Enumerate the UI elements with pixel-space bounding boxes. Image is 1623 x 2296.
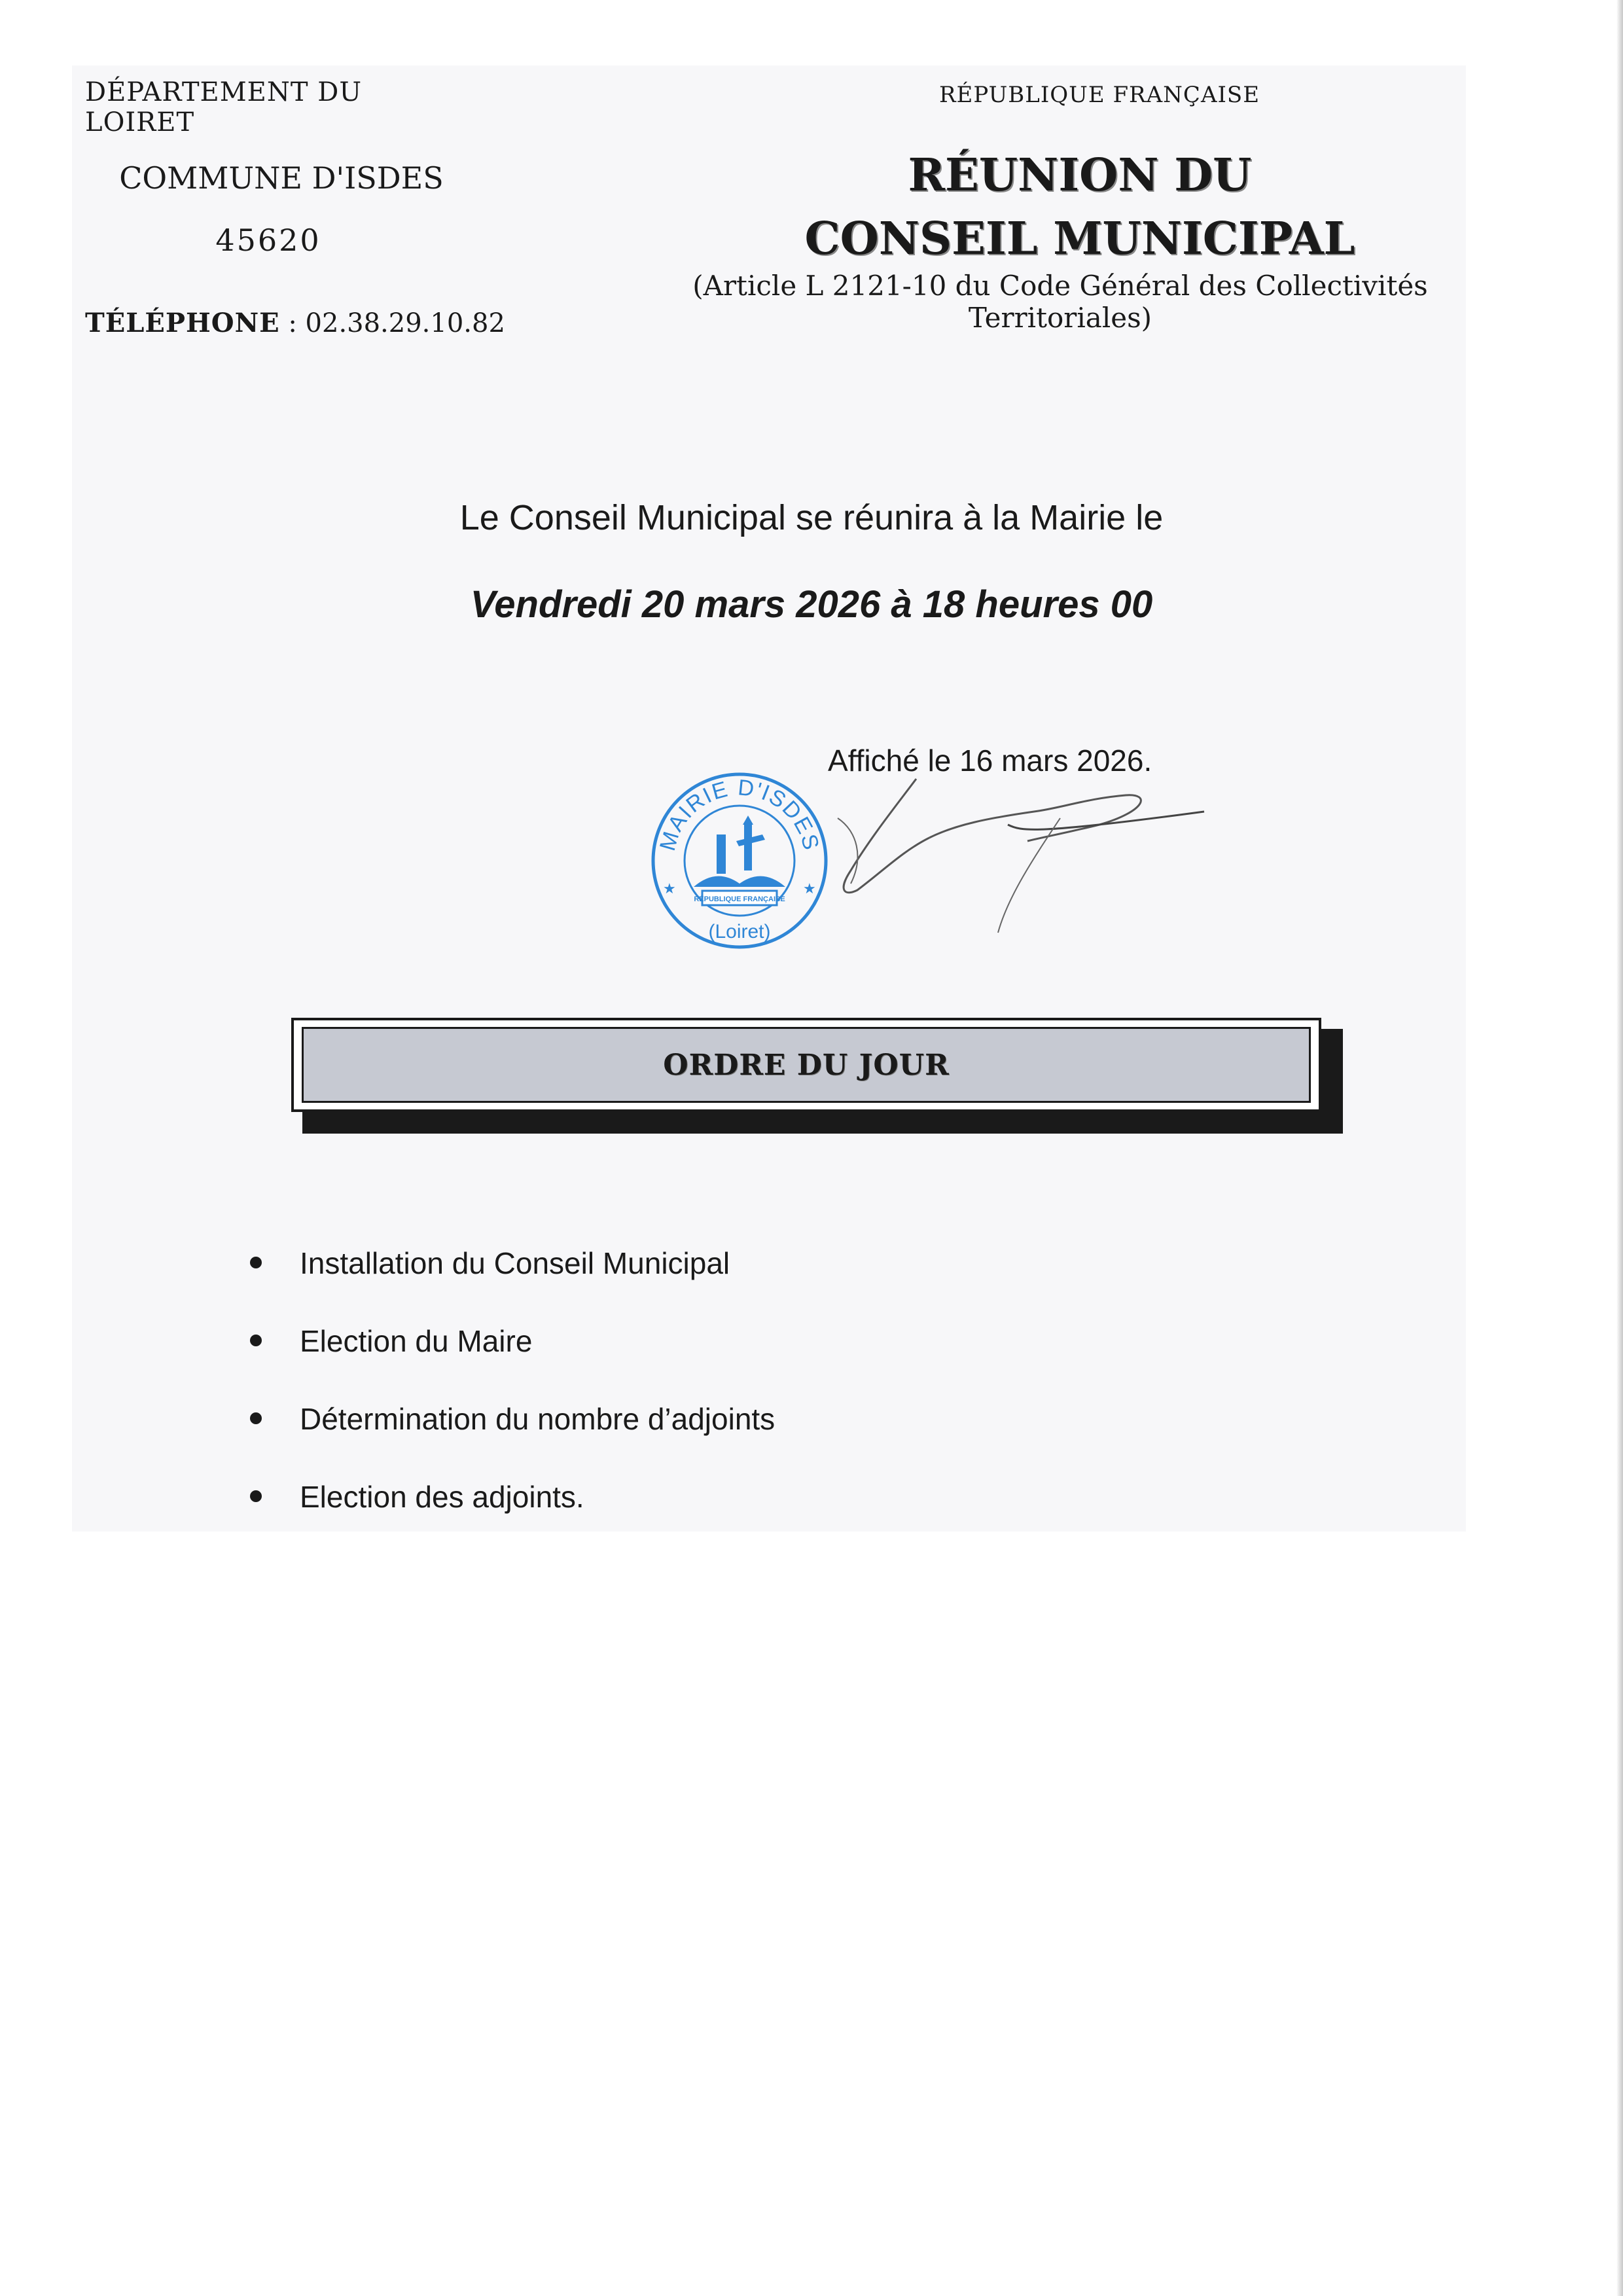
- republic-label: RÉPUBLIQUE FRANÇAISE: [938, 82, 1260, 108]
- stamp-icon: [645, 762, 834, 952]
- document-title-line2: CONSEIL MUNICIPAL: [804, 213, 1355, 265]
- agenda-item: [249, 1244, 1361, 1321]
- agenda-title: ORDRE DU JOUR: [663, 1048, 950, 1082]
- commune-label: COMMUNE D'ISDES: [119, 160, 444, 196]
- signature-drawing: [812, 759, 1217, 956]
- phone-number: : 02.38.29.10.82: [279, 308, 505, 338]
- agenda-header-box: [291, 1018, 1321, 1112]
- agenda-item-text: Installation du Conseil Municipal: [300, 1246, 730, 1280]
- agenda-item-text: Election du Maire: [300, 1324, 533, 1358]
- bullet-icon: [250, 1257, 262, 1268]
- stamp-bottom-text: (Loiret): [708, 921, 771, 942]
- agenda-header-inner: [302, 1027, 1311, 1103]
- meeting-date: Vendredi 20 mars 2026 à 18 heures 00: [470, 583, 1153, 626]
- bullet-icon: [250, 1490, 262, 1502]
- scan-edge: [1616, 0, 1623, 2296]
- meeting-intro: Le Conseil Municipal se réunira à la Mairie le: [459, 498, 1164, 537]
- document-title-line1: RÉUNION DU: [908, 149, 1252, 202]
- agenda-item: [249, 1399, 1361, 1477]
- agenda-item: [249, 1477, 1361, 1555]
- phone-label: TÉLÉPHONE: [85, 308, 280, 338]
- department-label: DÉPARTEMENT DU LOIRET: [85, 77, 363, 137]
- svg-text:★: ★: [663, 880, 676, 897]
- signature: [812, 759, 1217, 956]
- legal-reference: (Article L 2121-10 du Code Général des Collectivités Territoriales): [692, 270, 1428, 334]
- svg-text:★: ★: [803, 880, 816, 897]
- bullet-icon: [250, 1412, 262, 1424]
- posting-date: Affiché le 16 mars 2026.: [828, 744, 1152, 778]
- official-stamp: [645, 762, 834, 952]
- agenda-item-text: Détermination du nombre d’adjoints: [300, 1402, 776, 1436]
- stamp-top-text: MAIRIE D'ISDES: [654, 775, 824, 854]
- stamp-banner-text: RÉPUBLIQUE FRANÇAISE: [694, 895, 785, 903]
- postal-code: 45620: [215, 223, 321, 258]
- phone-line: [85, 308, 543, 338]
- agenda-item-text: Election des adjoints.: [300, 1480, 584, 1514]
- agenda-item: [249, 1321, 1361, 1399]
- agenda-list: [249, 1244, 1361, 1555]
- bullet-icon: [250, 1335, 262, 1346]
